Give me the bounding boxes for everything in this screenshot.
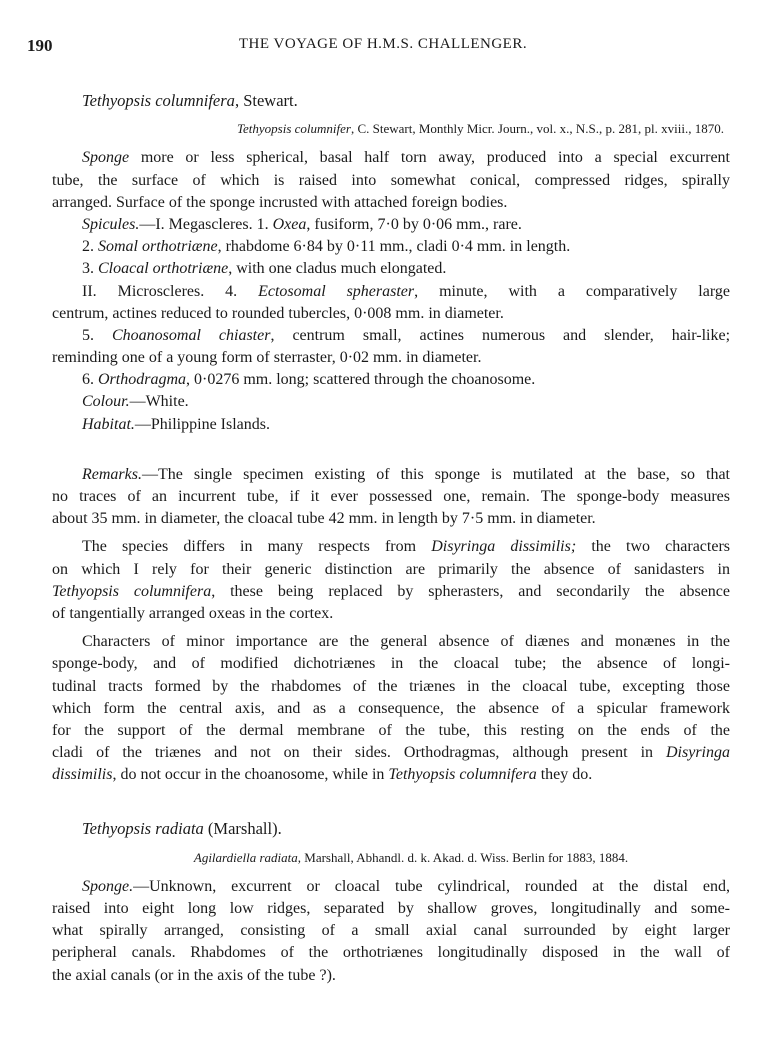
text-line bbox=[52, 581, 730, 603]
text-line bbox=[52, 118, 730, 140]
text-line bbox=[52, 147, 730, 169]
text-line bbox=[52, 236, 730, 258]
text-span: (Marshall). bbox=[203, 819, 282, 839]
text-span: more or less spherical, basal half torn away, produced into a special excurrent bbox=[129, 149, 730, 167]
text-span: II. Microscleres. 4. bbox=[82, 282, 259, 300]
page-number: 190 bbox=[27, 36, 53, 55]
citation bbox=[52, 118, 730, 140]
text-line bbox=[52, 486, 730, 508]
text-span: of tangentially arranged oxeas in the cortex. bbox=[52, 604, 334, 622]
text-span: what spirally arranged, consisting of a small axial canal surrounded by eight larger bbox=[52, 922, 730, 940]
text-span: —Unknown, excurrent or cloacal tube cylindrical, rounded at the distal end, bbox=[133, 877, 730, 895]
text-span: , Marshall, Abhandl. d. k. Akad. d. Wiss. Berlin for 1883, 1884. bbox=[297, 849, 629, 865]
text-line bbox=[52, 818, 730, 840]
italic-text: Disyringa bbox=[666, 744, 730, 762]
text-line bbox=[52, 942, 730, 964]
text-line bbox=[52, 847, 730, 869]
text-span: , with one cladus much elongated. bbox=[228, 260, 447, 278]
text-line bbox=[52, 631, 730, 653]
page-body bbox=[52, 90, 730, 987]
text-span: about 35 mm. in diameter, the cloacal tube 42 mm. in length by 7·5 mm. in diameter. bbox=[52, 510, 596, 528]
text-span: , do not occur in the choanosome, while in bbox=[112, 766, 389, 784]
text-span: tube, the surface of which is raised into somewhat conical, compressed ridges, spirally bbox=[52, 171, 730, 189]
italic-text: Tethyopsis radiata bbox=[82, 819, 204, 839]
text-line bbox=[52, 876, 730, 898]
paragraph bbox=[52, 147, 730, 435]
italic-text: Cloacal orthotriæne bbox=[98, 260, 229, 278]
text-line bbox=[52, 464, 730, 486]
italic-text: Habitat. bbox=[82, 415, 135, 433]
paragraph bbox=[52, 876, 730, 987]
italic-text: dissimilis bbox=[52, 766, 113, 784]
italic-text: Orthodragma bbox=[98, 371, 187, 389]
text-span: the two characters bbox=[576, 538, 730, 556]
text-span: , fusiform, 7·0 by 0·06 mm., rare. bbox=[306, 215, 522, 233]
text-span: no traces of an incurrent tube, if it ever possessed one, remain. The sponge-body measures bbox=[52, 488, 730, 505]
text-line bbox=[52, 676, 730, 698]
text-line bbox=[52, 764, 730, 786]
text-span: , these being replaced by spherasters, and secondarily the absence bbox=[211, 582, 730, 600]
text-line bbox=[52, 281, 730, 303]
italic-text: Oxea bbox=[272, 215, 307, 233]
italic-text: Tethyopsis columnifera bbox=[82, 91, 235, 110]
text-line bbox=[52, 720, 730, 742]
text-span: , Stewart. bbox=[234, 91, 298, 110]
text-line bbox=[52, 508, 730, 530]
italic-text: Agilardiella radiata bbox=[193, 849, 298, 865]
text-line bbox=[52, 653, 730, 675]
text-span: on which I rely for their generic distinction are primarily the absence of sanidasters in bbox=[52, 560, 730, 578]
text-span: reminding one of a young form of sterraster, 0·02 mm. in diameter. bbox=[52, 349, 482, 367]
text-line bbox=[52, 192, 730, 214]
text-line bbox=[52, 536, 730, 558]
text-line bbox=[52, 303, 730, 325]
text-span: 5. bbox=[82, 326, 112, 344]
text-span: sponge-body, and of modified dichotriænes in the cloacal tube; the absence of longi- bbox=[52, 655, 730, 673]
text-span: which form the central axis, and as a consequence, the absence of a spicular framework bbox=[52, 699, 730, 717]
text-span: the axial canals (or in the axis of the tube ?). bbox=[52, 966, 336, 984]
text-span: arranged. Surface of the sponge incrusted with attached foreign bodies. bbox=[52, 193, 508, 211]
text-span: —Philippine Islands. bbox=[134, 415, 270, 433]
species-heading bbox=[52, 818, 730, 840]
text-span: raised into eight long low ridges, separated by shallow groves, longitudinally and some- bbox=[52, 900, 730, 917]
text-line bbox=[52, 742, 730, 764]
text-line bbox=[52, 369, 730, 391]
italic-text: Disyringa dissimilis; bbox=[431, 538, 577, 556]
text-line bbox=[52, 325, 730, 347]
text-span: centrum, actines reduced to rounded tubercles, 0·008 mm. in diameter. bbox=[52, 304, 504, 322]
text-span: , 0·0276 mm. long; scattered through the choanosome. bbox=[186, 371, 536, 389]
text-span: they do. bbox=[536, 766, 593, 784]
italic-text: Somal orthotriæne bbox=[98, 238, 218, 256]
text-span: , minute, with a comparatively large bbox=[414, 282, 730, 300]
italic-text: Sponge bbox=[82, 149, 130, 167]
text-span: peripheral canals. Rhabdomes of the orthotriænes longitudinally disposed in the wall of bbox=[52, 944, 730, 962]
italic-text: Remarks. bbox=[82, 465, 142, 483]
text-span: tudinal tracts formed by the rhabdomes of the triænes in the cloacal tube, excepting those bbox=[52, 677, 730, 695]
text-line bbox=[52, 698, 730, 720]
text-span: for the support of the dermal membrane of the tube, this resting on the ends of the bbox=[52, 721, 730, 739]
italic-text: Spicules. bbox=[82, 215, 140, 233]
text-line bbox=[52, 391, 730, 413]
italic-text: Ectosomal spheraster bbox=[258, 282, 415, 300]
text-line bbox=[52, 965, 730, 987]
text-span: —White. bbox=[129, 393, 189, 411]
paragraph bbox=[52, 464, 730, 531]
text-line bbox=[52, 414, 730, 436]
text-span: Characters of minor importance are the general absence of diænes and monænes in the bbox=[82, 633, 730, 651]
text-span: The species differs in many respects from bbox=[82, 538, 432, 556]
text-span: , C. Stewart, Monthly Micr. Journ., vol. x., N.S., p. 281, pl. xviii., 1870. bbox=[350, 121, 724, 137]
text-line bbox=[52, 603, 730, 625]
text-line bbox=[52, 920, 730, 942]
text-line bbox=[52, 170, 730, 192]
text-span: 2. bbox=[82, 238, 98, 256]
page-header bbox=[27, 36, 739, 60]
text-line bbox=[52, 214, 730, 236]
text-span: , rhabdome 6·84 by 0·11 mm., cladi 0·4 mm. in length. bbox=[217, 238, 571, 256]
species-heading bbox=[52, 90, 730, 112]
italic-text: Sponge. bbox=[82, 877, 134, 895]
text-span: cladi of the triænes and not on their sides. Orthodragmas, although present in bbox=[52, 744, 666, 762]
italic-text: Colour. bbox=[82, 393, 130, 411]
text-line bbox=[52, 258, 730, 280]
text-line bbox=[52, 347, 730, 369]
text-span: 6. bbox=[82, 371, 98, 389]
running-head: THE VOYAGE OF H.M.S. CHALLENGER. bbox=[238, 36, 528, 52]
italic-text: Tethyopsis columnifera bbox=[388, 766, 537, 784]
italic-text: Tethyopsis columnifera bbox=[52, 582, 212, 600]
text-span: —The single specimen existing of this sponge is mutilated at the base, so that bbox=[141, 465, 730, 483]
italic-text: Choanosomal chiaster bbox=[112, 326, 271, 344]
paragraph bbox=[52, 631, 730, 786]
text-line bbox=[52, 90, 730, 112]
text-span: , centrum small, actines numerous and slender, hair-like; bbox=[270, 326, 730, 344]
italic-text: Tethyopsis columnifer bbox=[236, 121, 351, 137]
text-line bbox=[52, 898, 730, 920]
citation bbox=[52, 847, 730, 869]
text-line bbox=[52, 559, 730, 581]
paragraph bbox=[52, 536, 730, 625]
text-span: —I. Megascleres. 1. bbox=[139, 215, 273, 233]
text-span: 3. bbox=[82, 260, 98, 278]
